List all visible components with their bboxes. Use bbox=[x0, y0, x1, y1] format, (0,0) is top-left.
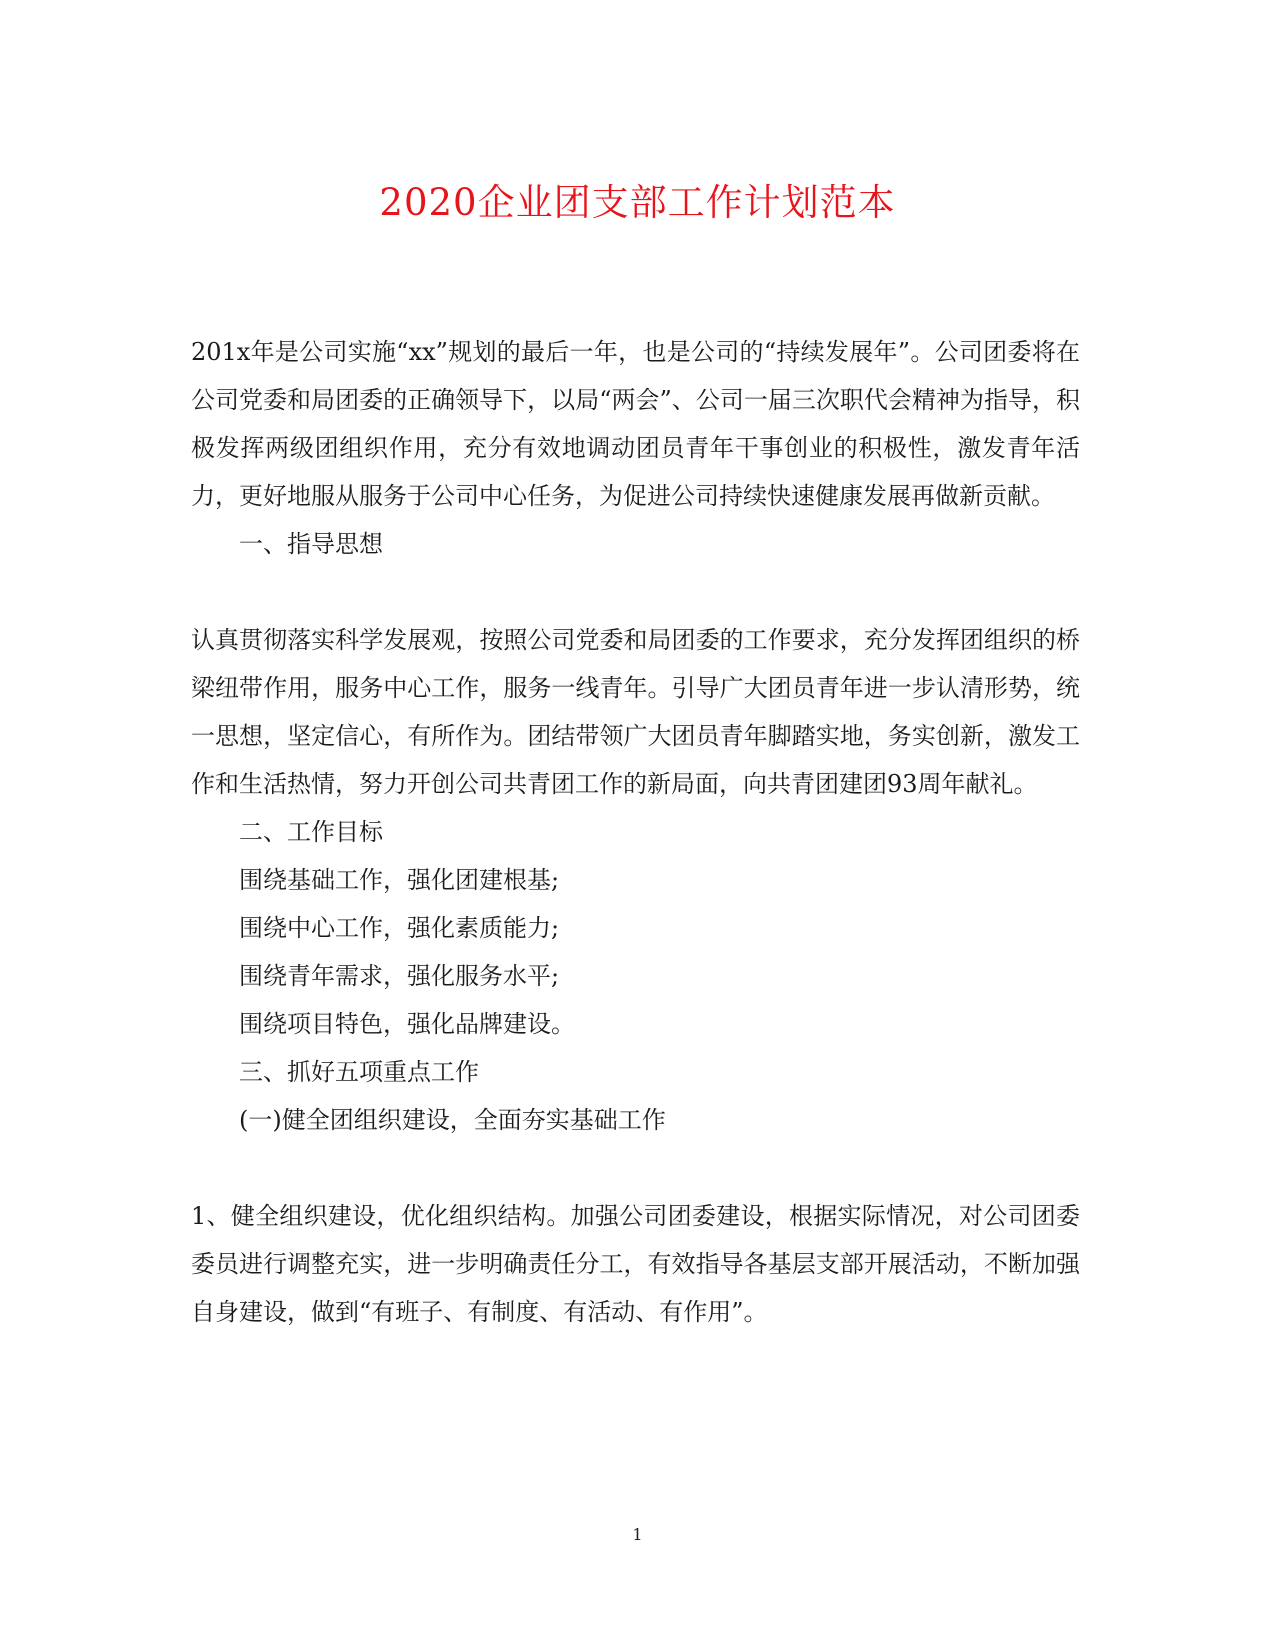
page-number: 1 bbox=[632, 1525, 643, 1544]
item-paragraph-organization: 1、健全组织建设，优化组织结构。加强公司团委建设，根据实际情况，对公司团委委员进行调整充实，进一步明确责任分工，有效指导各基层支部开展活动，不断加强自身建设，做到“有班子、有制度、有活动、有作用”。 bbox=[191, 1202, 1080, 1326]
goal-item: 围绕项目特色，强化品牌建设。 bbox=[239, 1010, 575, 1038]
document-body bbox=[191, 328, 1080, 1336]
document-title: 2020企业团支部工作计划范本 bbox=[379, 181, 896, 224]
goal-item: 围绕基础工作，强化团建根基; bbox=[239, 866, 560, 894]
intro-paragraph: 201x年是公司实施“xx”规划的最后一年，也是公司的“持续发展年”。公司团委将在公司党委和局团委的正确领导下，以局“两会”、公司一届三次职代会精神为指导，积极发挥两级团组织作用，充分有效地调动团员青年干事创业的积极性，激发青年活力，更好地服从服务于公司中心任务，为促进公司持续快速健康发展再做新贡献。 bbox=[191, 338, 1080, 510]
subsection-heading-organization: (一)健全团组织建设，全面夯实基础工作 bbox=[239, 1106, 666, 1134]
goal-item: 围绕中心工作，强化素质能力; bbox=[239, 914, 560, 942]
goal-item: 围绕青年需求，强化服务水平; bbox=[239, 962, 560, 990]
section-heading-key-tasks: 三、抓好五项重点工作 bbox=[239, 1058, 479, 1086]
section-heading-work-goals: 二、工作目标 bbox=[239, 818, 383, 846]
section-heading-guiding-ideology: 一、指导思想 bbox=[239, 530, 383, 558]
guiding-ideology-paragraph: 认真贯彻落实科学发展观，按照公司党委和局团委的工作要求，充分发挥团组织的桥梁纽带作用，服务中心工作，服务一线青年。引导广大团员青年进一步认清形势，统一思想，坚定信心，有所作为。团结带领广大团员青年脚踏实地，务实创新，激发工作和生活热情，努力开创公司共青团工作的新局面，向共青团建团93周年献礼。 bbox=[191, 626, 1080, 798]
